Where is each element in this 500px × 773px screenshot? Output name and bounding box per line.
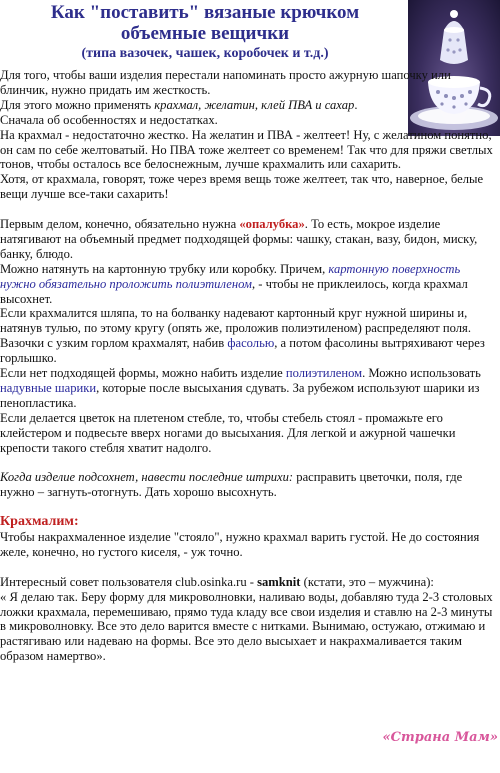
article-body [0,68,497,664]
header [0,0,410,62]
finish-rest: расправить цветочки, поля, где нужно – загнуть-отогнуть. Дать хорошо высохнуть. [0,470,463,500]
opalubka-p2-highlight: картонную поверхность нужно обязательно проложить полиэтиленом [0,261,461,291]
username: samknit [257,574,301,589]
opalubka-paragraph-6: Если делается цветок на плетеном стебле, то, чтобы стебель стоял - промажьте его клейстером и подвесьте вверх ногами до высыхания. Для легкой и ажурной чашечки крепости такого стебля хватит надолго. [0,410,456,455]
intro-p2-end: . [354,97,358,112]
title-line-2: объемные вещички [120,23,290,44]
opalubka-p1-start: Первым делом, конечно, обязательно нужна [0,217,240,232]
spacer [0,560,497,575]
intro-paragraph-2 [0,98,497,113]
opalubka-balloons: надувные шарики [0,381,97,396]
intro-p2-start: Для этого можно применять [0,97,155,112]
starch-paragraph-2 [0,575,497,590]
finish-paragraph [0,470,497,500]
opalubka-p4-start: Вазочки с узким горлом крахмалят, набив [0,336,228,351]
page-title [0,2,410,44]
opalubka-p5-end: , которые после высыхания сдувать. За рубежом используют шарики из пенопластика. [0,381,480,410]
title-line-1: Как "поставить" вязаные крючком [50,2,360,23]
finish-italic: Когда изделие подсохнет, навести последние штрихи: [0,470,294,485]
opalubka-beans: фасолью [227,336,275,351]
intro-paragraph-1: Для того, чтобы ваши изделия перестали напоминать просто ажурную шапочку или блинчик, нужно придать им жесткость. [0,68,451,97]
intro-paragraph-4: На крахмал - недостаточно жестко. На желатин и ПВА - желтеет! Ну, с желатином понятно, он сам по себе желтоватый. Но ПВА тоже желтеет со временем! Так что для пряжи светлых тонов, чтобы осталось все белоснежным, лучше крахмалить или сахарить. [0,127,493,172]
opalubka-paragraph-2 [0,262,497,307]
intro-paragraph-3: Сначала об особенностях и недостатках. [0,112,218,127]
starch-paragraph-1: Чтобы накрахмаленное изделие "стояло", нужно крахмал варить густой. Не до состояния желе, конечно, но густого киселя, - уж точно. [0,530,480,559]
opalubka-paragraph-1 [0,217,497,262]
opalubka-polyethylene: полиэтиленом [285,366,363,381]
starch-p2-end: (кстати, это – мужчина): [300,574,434,589]
opalubka-paragraph-3: Если крахмалится шляпа, то на болванку надевают картонный круг нужной ширины и, натянув тулью, по этому кругу (опять же, проложив полиэтиленом) распределяют поля. [0,306,471,336]
starch-p2-start: Интересный совет пользователя club.osinka.ru - [0,574,258,589]
intro-paragraph-5: Хотя, от крахмала, говорят, тоже через время вещь тоже желтеет, так что, наверное, белые вещи лучше все-таки сахарить! [0,172,484,202]
opalubka-p2-start: Можно натянуть на картонную трубку или коробку. Причем, [0,261,329,276]
opalubka-p2-end: , - чтобы не приклеилось, когда крахмал высохнет. [0,276,468,306]
intro-materials: крахмал, желатин, клей ПВА и сахар [154,97,355,112]
opalubka-paragraph-5 [0,366,497,411]
page-subtitle: (типа вазочек, чашек, коробочек и т.д.) [81,46,329,61]
opalubka-term: «опалубка» [239,217,305,232]
opalubka-p1-end: . То есть, мокрое изделие натягивают на объемный предмет подходящей формы: чашку, стакан, вазу, бидон, миску, банку, блюдо. [0,217,478,261]
starch-paragraph-3: « Я делаю так. Беру форму для микроволновки, наливаю воды, добавляю туда 2-3 столовых ложки крахмала, перемешиваю, прямо туда кладу все свои изделия и ставлю на 2-3 минуты в микроволновку. Все это дело варится вместе с нитками. Вынимаю, остужаю, отжимаю и растягиваю или надеваю на формы. Все это дело высыхает и накрахмаливается таким образом намертво». [0,589,493,664]
starch-heading: Крахмалим: [0,514,79,530]
spacer [0,202,497,217]
opalubka-p5-mid: . Можно использовать [362,366,481,381]
opalubka-p5-start: Если нет подходящей формы, можно набить изделие [0,366,286,381]
opalubka-paragraph-4 [0,336,497,366]
spacer [0,500,497,515]
site-watermark: «Страна Мам» [382,730,498,745]
spacer [0,456,497,471]
opalubka-p4-end: , а потом фасолины вытряхивают через горлышко. [0,336,485,366]
